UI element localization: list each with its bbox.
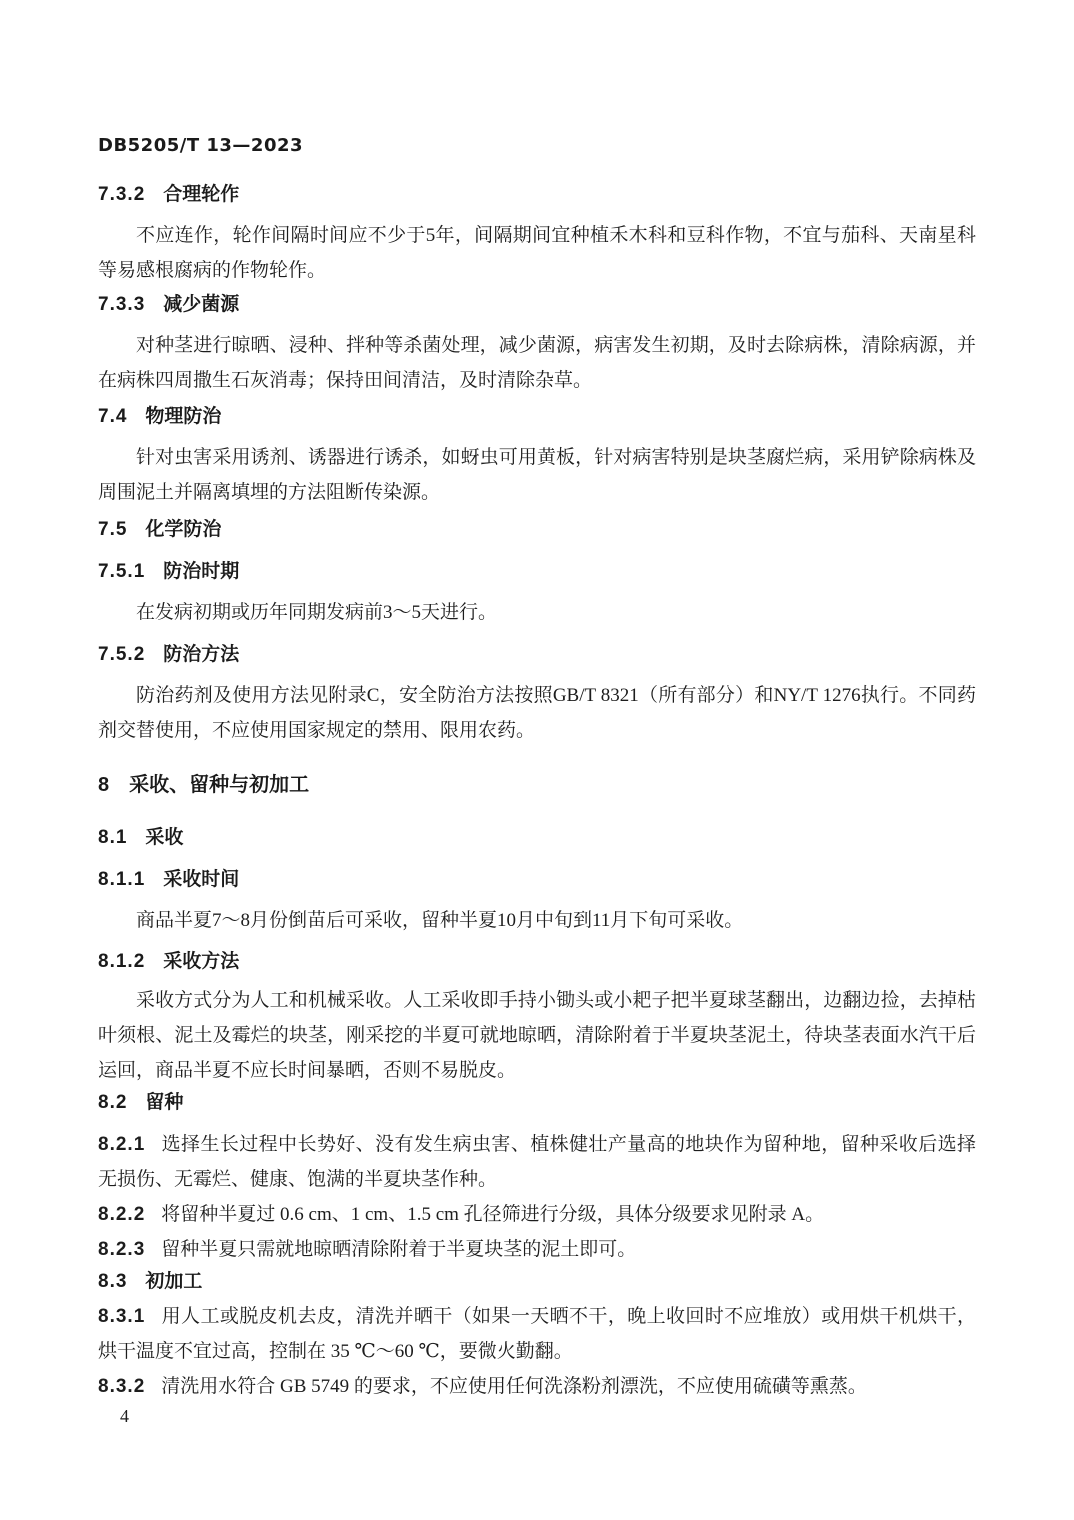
section-heading-8-3 xyxy=(98,1269,976,1295)
section-number: 7.5 xyxy=(98,519,128,540)
paragraph: 不应连作，轮作间隔时间应不少于5年，间隔期间宜种植禾木科和豆科作物，不宜与茄科、天南星科等易感根腐病的作物轮作。 xyxy=(98,225,976,281)
section-title: 减少菌源 xyxy=(163,294,240,315)
section-number: 8.1.2 xyxy=(98,951,146,972)
section-title: 初加工 xyxy=(145,1271,203,1292)
clause-text: 用人工或脱皮机去皮，清洗并晒干（如果一天晒不干，晚上收回时不应堆放）或用烘干机烘干，烘干温度不宜过高，控制在 35 ℃～60 ℃，要微火勤翻。 xyxy=(98,1306,976,1362)
section-heading-7-5-2 xyxy=(98,642,976,668)
clause-text: 留种半夏只需就地晾晒清除附着于半夏块茎的泥土即可。 xyxy=(161,1239,637,1260)
section-number: 8.1.1 xyxy=(98,869,146,890)
section-heading-7-3-2 xyxy=(98,182,976,208)
section-number: 7.5.1 xyxy=(98,561,146,582)
section-title: 化学防治 xyxy=(145,519,222,540)
clause-8-3-2 xyxy=(98,1369,976,1404)
section-title: 物理防治 xyxy=(145,406,222,427)
clause-8-2-3 xyxy=(98,1232,976,1267)
paragraph: 针对虫害采用诱剂、诱器进行诱杀，如蚜虫可用黄板，针对病害特别是块茎腐烂病，采用铲除病株及周围泥土并隔离填埋的方法阻断传染源。 xyxy=(98,447,976,503)
section-title: 合理轮作 xyxy=(163,184,240,205)
clause-number: 8.2.2 xyxy=(98,1204,146,1225)
section-heading-8-1 xyxy=(98,825,976,851)
section-title: 防治方法 xyxy=(163,644,240,665)
section-number: 7.5.2 xyxy=(98,644,146,665)
clause-text: 将留种半夏过 0.6 cm、1 cm、1.5 cm 孔径筛进行分级，具体分级要求见附录 A。 xyxy=(161,1204,825,1225)
chapter-heading-8 xyxy=(98,771,976,799)
chapter-number: 8 xyxy=(98,774,110,796)
section-title: 采收方法 xyxy=(163,951,240,972)
clause-number: 8.2.3 xyxy=(98,1239,146,1260)
clause-text: 选择生长过程中长势好、没有发生病虫害、植株健壮产量高的地块作为留种地，留种采收后选择无损伤、无霉烂、健康、饱满的半夏块茎作种。 xyxy=(98,1134,976,1190)
clause-number: 8.2.1 xyxy=(98,1134,146,1155)
clause-8-2-1 xyxy=(98,1127,976,1197)
section-number: 8.3 xyxy=(98,1271,128,1292)
section-title: 采收时间 xyxy=(163,869,240,890)
section-heading-7-3-3 xyxy=(98,292,976,318)
page-number: 4 xyxy=(120,1406,129,1426)
paragraph: 防治药剂及使用方法见附录C，安全防治方法按照GB/T 8321（所有部分）和NY/T 1276执行。不同药剂交替使用，不应使用国家规定的禁用、限用农药。 xyxy=(98,685,976,741)
clause-text: 清洗用水符合 GB 5749 的要求，不应使用任何洗涤粉剂漂洗，不应使用硫磺等熏蒸。 xyxy=(161,1376,867,1397)
section-title: 采收 xyxy=(145,827,184,848)
section-heading-7-5 xyxy=(98,517,976,543)
section-number: 8.2 xyxy=(98,1092,128,1113)
section-heading-7-4 xyxy=(98,404,976,430)
paragraph: 对种茎进行晾晒、浸种、拌种等杀菌处理，减少菌源，病害发生初期，及时去除病株，清除病源，并在病株四周撒生石灰消毒；保持田间清洁，及时清除杂草。 xyxy=(98,335,976,391)
chapter-title: 采收、留种与初加工 xyxy=(129,774,310,796)
section-heading-8-1-1 xyxy=(98,867,976,893)
section-heading-8-1-2 xyxy=(98,949,976,975)
section-number: 7.3.3 xyxy=(98,294,146,315)
clause-number: 8.3.1 xyxy=(98,1306,146,1327)
section-heading-7-5-1 xyxy=(98,559,976,585)
standard-code-header: DB5205/T 13—2023 xyxy=(98,135,304,156)
clause-8-2-2 xyxy=(98,1197,976,1232)
paragraph: 商品半夏7～8月份倒苗后可采收，留种半夏10月中旬到11月下旬可采收。 xyxy=(136,910,744,931)
section-number: 7.4 xyxy=(98,406,128,427)
paragraph: 采收方式分为人工和机械采收。人工采收即手持小锄头或小耙子把半夏球茎翻出，边翻边捡，去掉枯叶须根、泥土及霉烂的块茎，刚采挖的半夏可就地晾晒，清除附着于半夏块茎泥土，待块茎表面水汽干后运回，商品半夏不应长时间暴晒，否则不易脱皮。 xyxy=(98,990,976,1081)
clause-number: 8.3.2 xyxy=(98,1376,146,1397)
section-number: 8.1 xyxy=(98,827,128,848)
paragraph: 在发病初期或历年同期发病前3～5天进行。 xyxy=(136,602,498,623)
section-title: 防治时期 xyxy=(163,561,240,582)
section-heading-8-2 xyxy=(98,1090,976,1116)
section-title: 留种 xyxy=(145,1092,184,1113)
section-number: 7.3.2 xyxy=(98,184,146,205)
clause-8-3-1 xyxy=(98,1299,976,1369)
